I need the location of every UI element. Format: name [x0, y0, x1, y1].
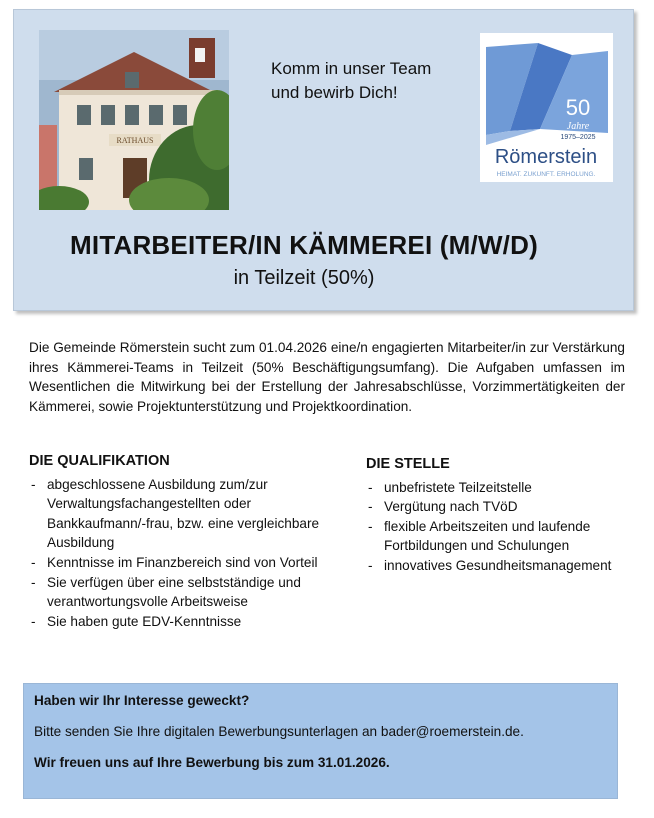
dash-bullet: -	[31, 476, 36, 492]
dash-bullet: -	[368, 479, 373, 495]
intro-paragraph: Die Gemeinde Römerstein sucht zum 01.04.2026 eine/n engagierten Mitarbeiter/in zur Verstärkung ihres Kämmerei-Teams in Teilzeit (50% Beschäftigungsumfang). Die Aufgaben umfassen im Wesentlichen die Mitwirkung bei der Erstellung der Jahresabschlüsse, Vorzimmertätigkeiten der Kämmerei, sowie Projektunterstützung und Projektkoordination.	[29, 340, 625, 414]
tagline-line-2: und bewirb Dich!	[271, 83, 398, 102]
position-section	[366, 455, 628, 576]
list-item-text: abgeschlossene Ausbildung zum/zur Verwaltungsfachangestellten oder Bankkaufmann/-frau, bzw. eine vergleichbare Ausbildung	[47, 476, 320, 551]
town-hall-photo	[39, 30, 229, 210]
list-item-text: Sie haben gute EDV-Kenntnisse	[47, 613, 242, 629]
dash-bullet: -	[31, 574, 36, 590]
job-subtitle: in Teilzeit (50%)	[233, 267, 375, 289]
list-item	[366, 517, 628, 556]
logo-graphic	[480, 33, 613, 182]
position-heading: DIE STELLE	[366, 456, 450, 472]
logo-slogan: HEIMAT. ZUKUNFT. ERHOLUNG.	[496, 171, 596, 178]
list-item	[366, 497, 628, 517]
application-call-to-action	[23, 683, 618, 799]
logo-anniversary-years: 1975–2025	[560, 134, 596, 141]
header-panel	[13, 9, 634, 311]
list-item-text: unbefristete Teilzeitstelle	[384, 479, 532, 495]
dash-bullet: -	[31, 554, 36, 570]
list-item-text: innovatives Gesundheitsmanagement	[384, 557, 612, 573]
tagline	[271, 57, 481, 105]
dash-bullet: -	[368, 518, 373, 534]
qualification-list	[29, 475, 329, 632]
list-item-text: Kenntnisse im Finanzbereich sind von Vorteil	[47, 554, 318, 570]
dash-bullet: -	[368, 557, 373, 573]
logo-name: Römerstein	[494, 146, 598, 168]
position-list	[366, 478, 628, 576]
list-item	[366, 478, 628, 498]
list-item	[29, 553, 329, 573]
rathaus-sign-text: RATHAUS	[116, 136, 154, 145]
logo-anniversary-word: Jahre	[566, 121, 590, 132]
dash-bullet: -	[368, 499, 373, 515]
logo-anniversary-number: 50	[565, 95, 591, 120]
list-item-text: Vergütung nach TVöD	[384, 499, 518, 515]
roemerstein-logo	[480, 33, 613, 182]
dash-bullet: -	[31, 613, 36, 629]
job-title: MITARBEITER/IN KÄMMEREI (M/W/D)	[70, 230, 538, 260]
list-item-text: flexible Arbeitszeiten und laufende Fortbildungen und Schulungen	[384, 518, 591, 554]
list-item	[366, 556, 628, 576]
qualification-heading: DIE QUALIFIKATION	[29, 453, 170, 469]
tagline-line-1: Komm in unser Team	[271, 59, 432, 78]
town-hall-image	[39, 30, 229, 210]
list-item	[29, 573, 329, 612]
list-item	[29, 475, 329, 553]
list-item-text: Sie verfügen über eine selbstständige und verantwortungsvolle Arbeitsweise	[47, 574, 301, 610]
list-item	[29, 612, 329, 632]
cta-closing: Wir freuen uns auf Ihre Bewerbung bis zum 31.01.2026.	[34, 755, 390, 770]
cta-instruction: Bitte senden Sie Ihre digitalen Bewerbungsunterlagen an bader@roemerstein.de.	[34, 724, 524, 739]
cta-question: Haben wir Ihr Interesse geweckt?	[34, 693, 250, 708]
qualification-section	[29, 452, 329, 631]
